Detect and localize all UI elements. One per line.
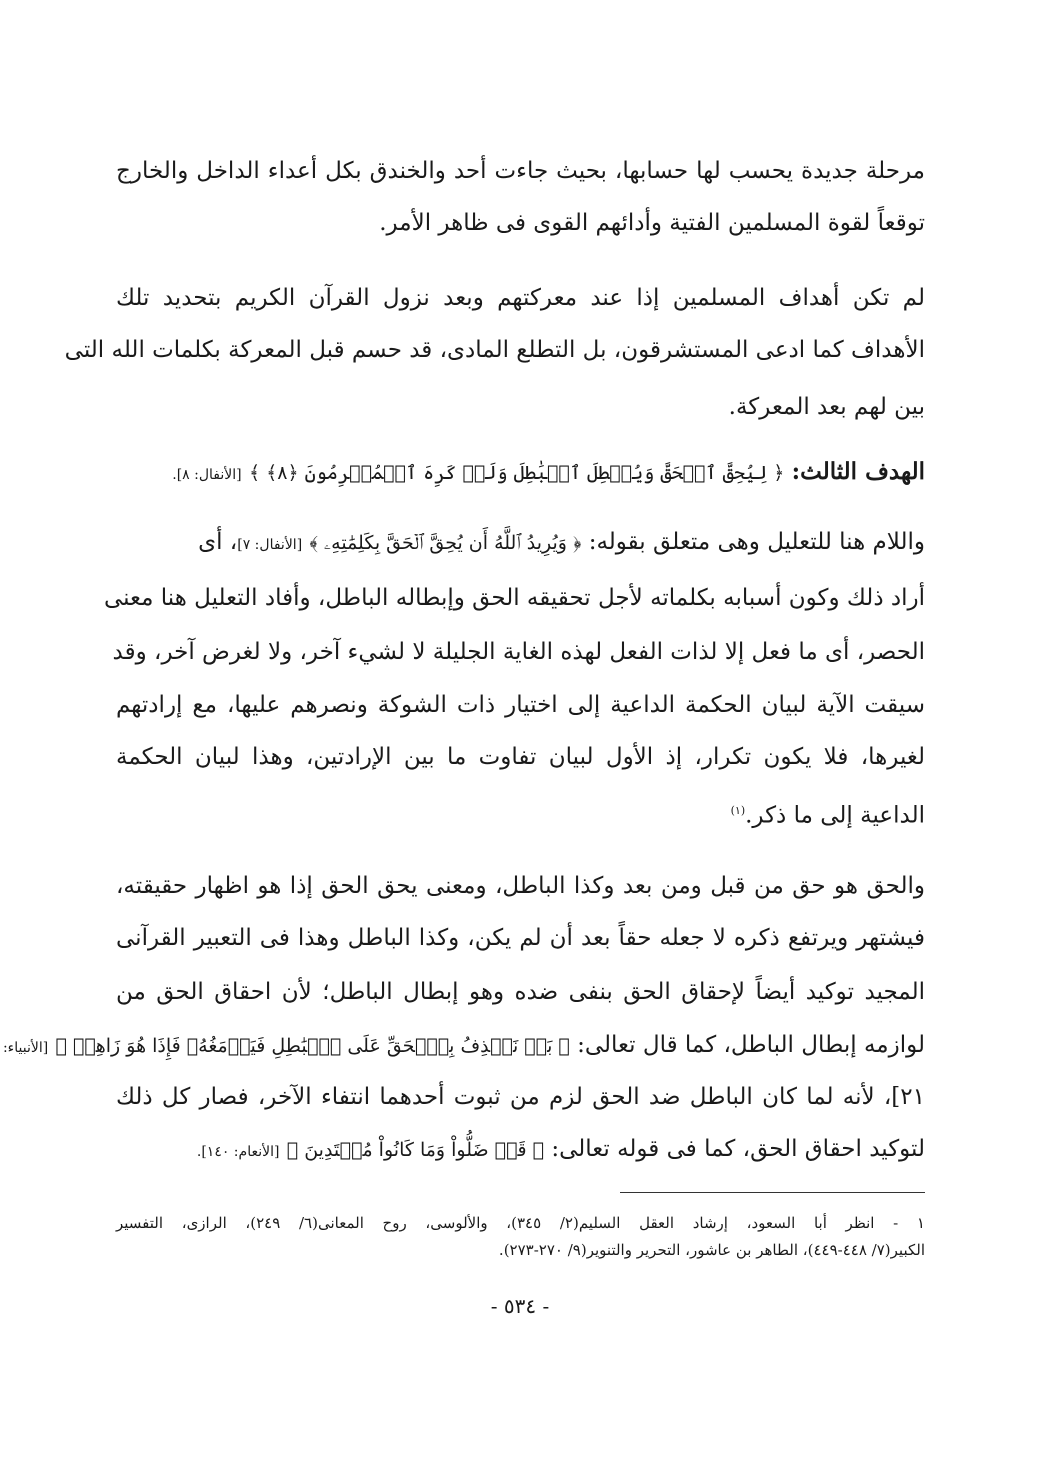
footnote-marker: (١)	[730, 804, 746, 817]
paragraph-4-line-3: المجيد توكيد أيضاً لإحقاق الحق بنفى ضده وهو إبطال الباطل؛ لأن احقاق الحق من	[116, 979, 925, 1005]
paragraph-3-line-1-end: ، أى	[198, 529, 238, 555]
paragraph-3-line-4: سيقت الآية لبيان الحكمة الداعية إلى اختيار ذات الشوكة ونصرهم عليها، مع إرادتهم	[116, 692, 925, 718]
footnote-line-1: ١ - انظر أبا السعود، إرشاد العقل السليم(٢/ ٣٤٥)، والألوسى، روح المعانى(٦/ ٢٤٩)، الرازى، التفسير	[116, 1214, 925, 1232]
paragraph-4-verse-2-reference: [الأنعام: ١٤٠].	[196, 1144, 280, 1160]
paragraph-3-verse-reference: [الأنفال: ٧]	[237, 537, 303, 553]
paragraph-1-line-1: مرحلة جديدة يحسب لها حسابها، بحيث جاءت أحد والخندق بكل أعداء الداخل والخارج	[116, 158, 925, 184]
page-number: - ٥٣٤ -	[490, 1294, 550, 1318]
paragraph-4-line-4	[2, 1022, 925, 1068]
paragraph-3-line-6	[116, 788, 925, 834]
paragraph-4-line-2: فيشتهر ويرتفع ذكره لا جعله حقاً بعد أن لم يكن، وكذا الباطل وهذا فى التعبير القرآنى	[116, 925, 925, 951]
paragraph-2-line-2: الأهداف كما ادعى المستشرقون، بل التطلع المادى، قد حسم قبل المعركة بكلمات الله التى	[64, 337, 925, 363]
footnote-divider	[620, 1192, 925, 1193]
paragraph-3-verse: ﴿ وَيُرِيدُ ٱللَّهُ أَن يُحِقَّ ٱلۡحَقَّ بِكَلِمَٰتِهِۦ ﴾	[309, 532, 582, 554]
goal-3-heading: الهدف الثالث:	[791, 458, 925, 485]
paragraph-3-line-5: لغيرها، فلا يكون تكرار، إذ الأول لبيان تفاوت ما بين الإرادتين، وهذا لبيان الحكمة	[116, 744, 925, 770]
goal-3-verse: ﴿ لِيُحِقَّ ٱلۡحَقَّ وَيُبۡطِلَ ٱلۡبَٰطِلَ وَلَوۡ كَرِهَ ٱلۡمُجۡرِمُونَ ﴿٨﴾ ﴾	[248, 462, 785, 484]
paragraph-3-line-1-text: واللام هنا للتعليل وهى متعلق بقوله:	[588, 529, 925, 555]
paragraph-4-line-4-text: لوازمه إبطال الباطل، كما قال تعالى:	[577, 1032, 925, 1058]
paragraph-4-line-6-text: لتوكيد احقاق الحق، كما فى قوله تعالى:	[551, 1136, 925, 1162]
paragraph-2-line-1: لم تكن أهداف المسلمين إذا عند معركتهم وبعد نزول القرآن الكريم بتحديد تلك	[116, 285, 925, 311]
paragraph-4-verse-1-reference: [الأنبياء:	[2, 1040, 49, 1056]
goal-3-line	[116, 449, 925, 495]
paragraph-3-line-6-text: الداعية إلى ما ذكر.	[745, 802, 925, 829]
paragraph-4-verse-2: ﴿ قَدۡ ضَلُّواْ وَمَا كَانُواْ مُهۡتَدِينَ ﴾	[286, 1139, 545, 1161]
paragraph-3-line-1	[116, 519, 925, 565]
paragraph-2-line-3: بين لهم بعد المعركة.	[728, 394, 925, 420]
paragraph-3-line-3: الحصر، أى ما فعل إلا لذات الفعل لهذه الغاية الجليلة لا لشيء آخر، ولا لغرض آخر، وقد	[112, 639, 925, 665]
paragraph-3-line-2: أراد ذلك وكون أسبابه بكلماته لأجل تحقيقه الحق وإبطاله الباطل، وأفاد التعليل هنا معنى	[103, 585, 925, 611]
paragraph-4-line-1: والحق هو حق من قبل ومن بعد وكذا الباطل، ومعنى يحق الحق إذا هو اظهار حقيقته،	[116, 873, 925, 899]
paragraph-4-verse-1: ﴿ بَلۡ نَقۡذِفُ بِٱلۡحَقِّ عَلَى ٱلۡبَٰطِلِ فَيَدۡمَغُهُۥ فَإِذَا هُوَ زَاهِقٞ ﴾	[55, 1035, 570, 1057]
footnote-line-2: الكبير(٧/ ٤٤٨-٤٤٩)، الطاهر بن عاشور، التحرير والتنوير(٩/ ٢٧٠-٢٧٣).	[498, 1241, 925, 1259]
paragraph-4-line-5: ٢١]، لأنه لما كان الباطل ضد الحق لزم من ثبوت أحدهما انتفاء الآخر، فصار كل ذلك	[116, 1084, 925, 1110]
paragraph-1-line-2: توقعاً لقوة المسلمين الفتية وأدائهم القوى فى ظاهر الأمر.	[379, 210, 925, 236]
paragraph-4-line-6	[116, 1126, 925, 1172]
goal-3-reference: [الأنفال: ٨].	[172, 467, 242, 483]
